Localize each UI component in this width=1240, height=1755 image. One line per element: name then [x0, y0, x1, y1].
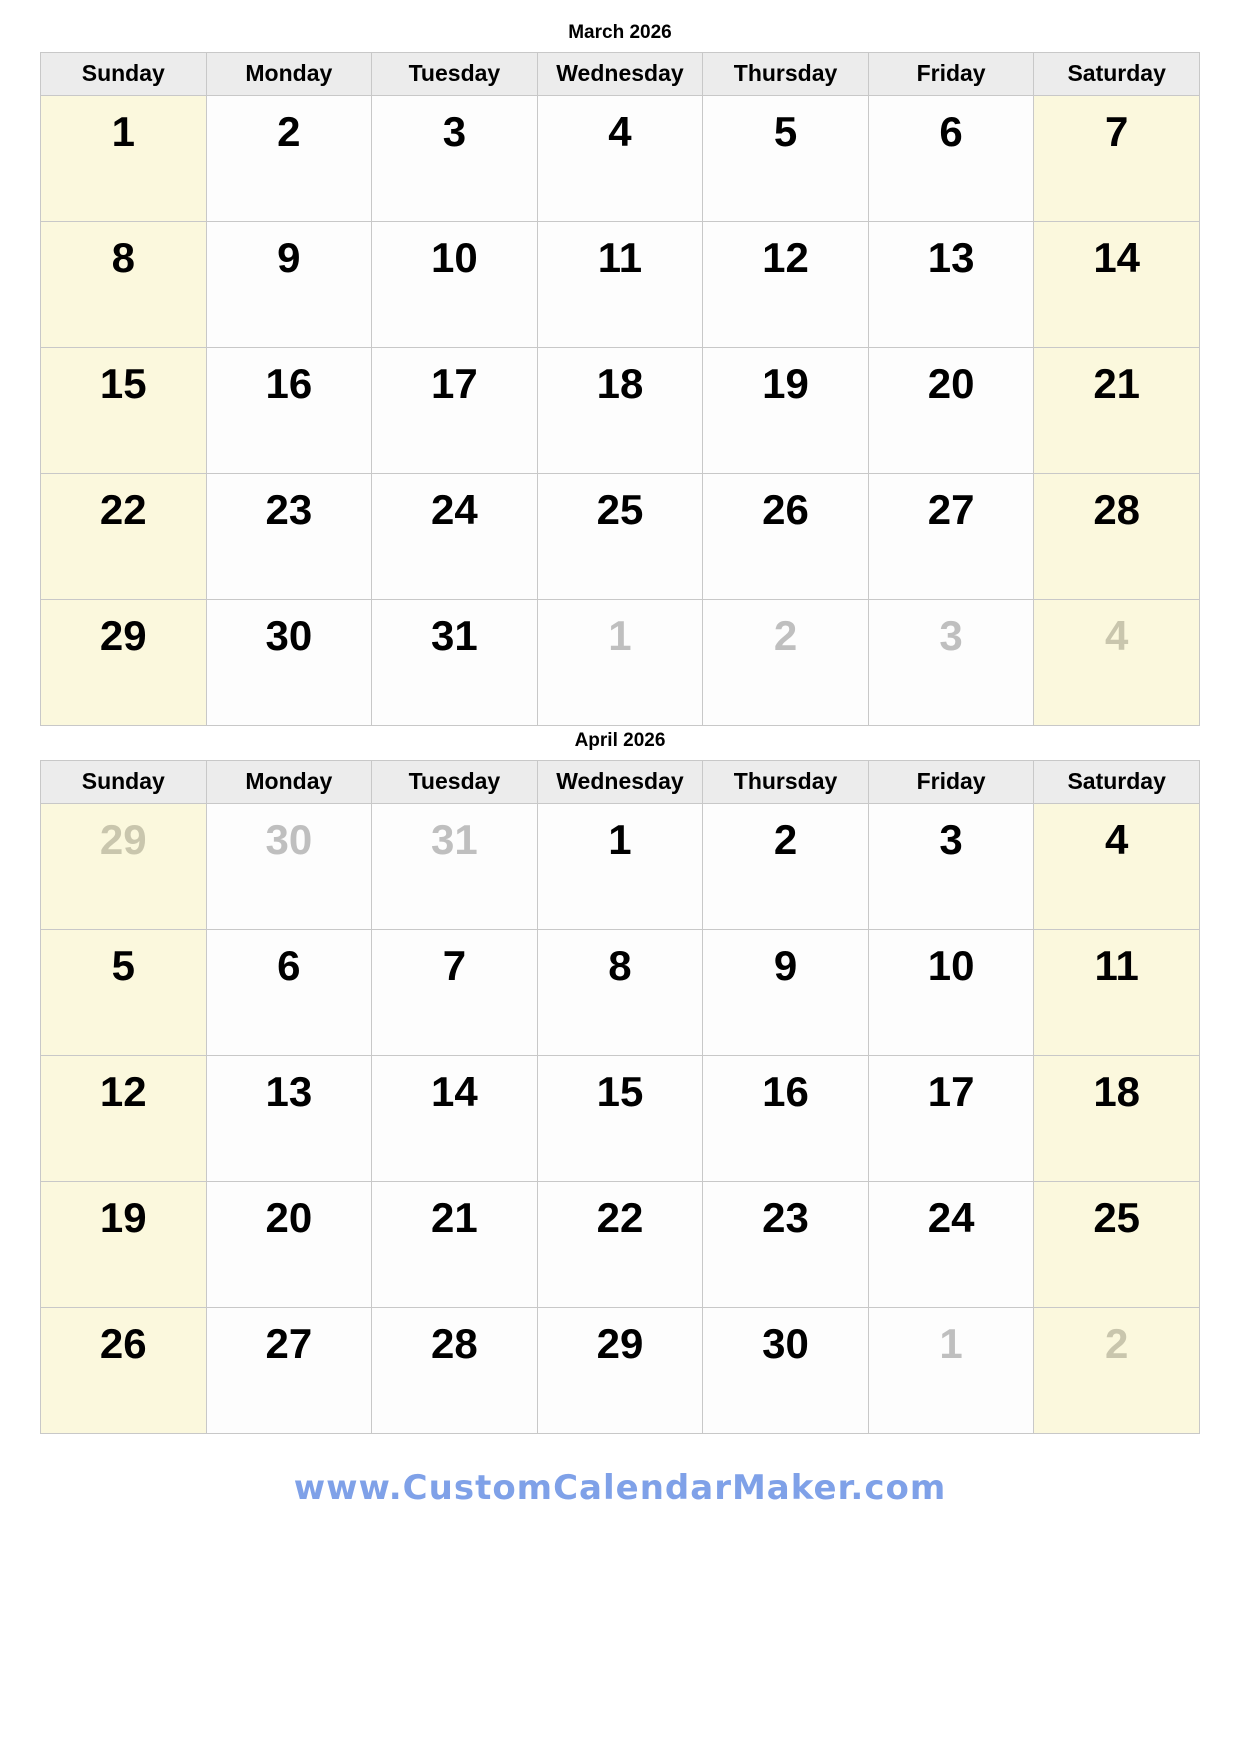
week-row: [41, 1056, 1200, 1182]
day-cell[interactable]: 16: [206, 348, 372, 474]
day-cell[interactable]: 26: [703, 474, 869, 600]
week-row: [41, 804, 1200, 930]
day-cell[interactable]: 24: [372, 474, 538, 600]
month-block: [40, 730, 1200, 1434]
day-cell[interactable]: 30: [703, 1308, 869, 1434]
month-title: April 2026: [574, 730, 666, 751]
day-cell[interactable]: 11: [1034, 930, 1200, 1056]
day-cell[interactable]: 9: [703, 930, 869, 1056]
day-cell-other-month[interactable]: 29: [41, 804, 207, 930]
day-cell[interactable]: 13: [206, 1056, 372, 1182]
day-cell[interactable]: 5: [41, 930, 207, 1056]
day-cell[interactable]: 29: [41, 600, 207, 726]
day-cell[interactable]: 20: [868, 348, 1034, 474]
day-cell[interactable]: 30: [206, 600, 372, 726]
day-cell-other-month[interactable]: 31: [372, 804, 538, 930]
weekday-header: Monday: [206, 53, 372, 96]
day-cell[interactable]: 3: [372, 96, 538, 222]
day-cell[interactable]: 7: [1034, 96, 1200, 222]
day-cell-other-month[interactable]: 4: [1034, 600, 1200, 726]
day-cell-other-month[interactable]: 2: [703, 600, 869, 726]
week-row: [41, 348, 1200, 474]
day-cell[interactable]: 19: [41, 1182, 207, 1308]
day-cell[interactable]: 17: [868, 1056, 1034, 1182]
day-cell[interactable]: 2: [206, 96, 372, 222]
weekday-header: Thursday: [703, 53, 869, 96]
weekday-header-row: [41, 53, 1200, 96]
day-cell[interactable]: 6: [868, 96, 1034, 222]
day-cell[interactable]: 28: [1034, 474, 1200, 600]
week-row: [41, 1182, 1200, 1308]
calendar-grid: [40, 52, 1200, 726]
month-block: [40, 22, 1200, 726]
day-cell[interactable]: 7: [372, 930, 538, 1056]
day-cell[interactable]: 9: [206, 222, 372, 348]
day-cell[interactable]: 15: [537, 1056, 703, 1182]
day-cell[interactable]: 27: [868, 474, 1034, 600]
day-cell[interactable]: 24: [868, 1182, 1034, 1308]
footer-website-link[interactable]: www.CustomCalendarMaker.com: [293, 1468, 947, 1508]
day-cell[interactable]: 3: [868, 804, 1034, 930]
weekday-header: Thursday: [703, 761, 869, 804]
day-cell-other-month[interactable]: 3: [868, 600, 1034, 726]
weekday-header: Saturday: [1034, 761, 1200, 804]
week-row: [41, 600, 1200, 726]
day-cell[interactable]: 23: [703, 1182, 869, 1308]
day-cell[interactable]: 13: [868, 222, 1034, 348]
day-cell[interactable]: 22: [537, 1182, 703, 1308]
week-row: [41, 222, 1200, 348]
day-cell[interactable]: 11: [537, 222, 703, 348]
day-cell-other-month[interactable]: 30: [206, 804, 372, 930]
day-cell[interactable]: 27: [206, 1308, 372, 1434]
day-cell[interactable]: 8: [41, 222, 207, 348]
day-cell[interactable]: 31: [372, 600, 538, 726]
weekday-header: Wednesday: [537, 761, 703, 804]
day-cell[interactable]: 18: [537, 348, 703, 474]
calendars-container: [40, 22, 1200, 1434]
day-cell[interactable]: 4: [1034, 804, 1200, 930]
day-cell[interactable]: 12: [703, 222, 869, 348]
weekday-header: Saturday: [1034, 53, 1200, 96]
day-cell[interactable]: 23: [206, 474, 372, 600]
week-row: [41, 930, 1200, 1056]
day-cell-other-month[interactable]: 1: [537, 600, 703, 726]
weekday-header: Sunday: [41, 761, 207, 804]
day-cell-other-month[interactable]: 1: [868, 1308, 1034, 1434]
weekday-header: Tuesday: [372, 761, 538, 804]
day-cell[interactable]: 14: [372, 1056, 538, 1182]
day-cell[interactable]: 25: [1034, 1182, 1200, 1308]
day-cell[interactable]: 2: [703, 804, 869, 930]
day-cell[interactable]: 19: [703, 348, 869, 474]
day-cell[interactable]: 21: [1034, 348, 1200, 474]
weekday-header: Wednesday: [537, 53, 703, 96]
week-row: [41, 96, 1200, 222]
weekday-header: Friday: [868, 761, 1034, 804]
day-cell[interactable]: 10: [868, 930, 1034, 1056]
weekday-header: Friday: [868, 53, 1034, 96]
day-cell[interactable]: 12: [41, 1056, 207, 1182]
day-cell[interactable]: 10: [372, 222, 538, 348]
day-cell[interactable]: 8: [537, 930, 703, 1056]
week-row: [41, 474, 1200, 600]
day-cell[interactable]: 28: [372, 1308, 538, 1434]
day-cell[interactable]: 17: [372, 348, 538, 474]
day-cell[interactable]: 20: [206, 1182, 372, 1308]
day-cell-other-month[interactable]: 2: [1034, 1308, 1200, 1434]
day-cell[interactable]: 18: [1034, 1056, 1200, 1182]
day-cell[interactable]: 16: [703, 1056, 869, 1182]
day-cell[interactable]: 15: [41, 348, 207, 474]
day-cell[interactable]: 6: [206, 930, 372, 1056]
day-cell[interactable]: 4: [537, 96, 703, 222]
day-cell[interactable]: 26: [41, 1308, 207, 1434]
calendar-grid: [40, 760, 1200, 1434]
day-cell[interactable]: 1: [41, 96, 207, 222]
day-cell[interactable]: 14: [1034, 222, 1200, 348]
weekday-header-row: [41, 761, 1200, 804]
day-cell[interactable]: 1: [537, 804, 703, 930]
day-cell[interactable]: 5: [703, 96, 869, 222]
day-cell[interactable]: 25: [537, 474, 703, 600]
month-title: March 2026: [568, 22, 672, 43]
weekday-header: Monday: [206, 761, 372, 804]
week-row: [41, 1308, 1200, 1434]
weekday-header: Sunday: [41, 53, 207, 96]
day-cell[interactable]: 21: [372, 1182, 538, 1308]
weekday-header: Tuesday: [372, 53, 538, 96]
day-cell[interactable]: 29: [537, 1308, 703, 1434]
day-cell[interactable]: 22: [41, 474, 207, 600]
